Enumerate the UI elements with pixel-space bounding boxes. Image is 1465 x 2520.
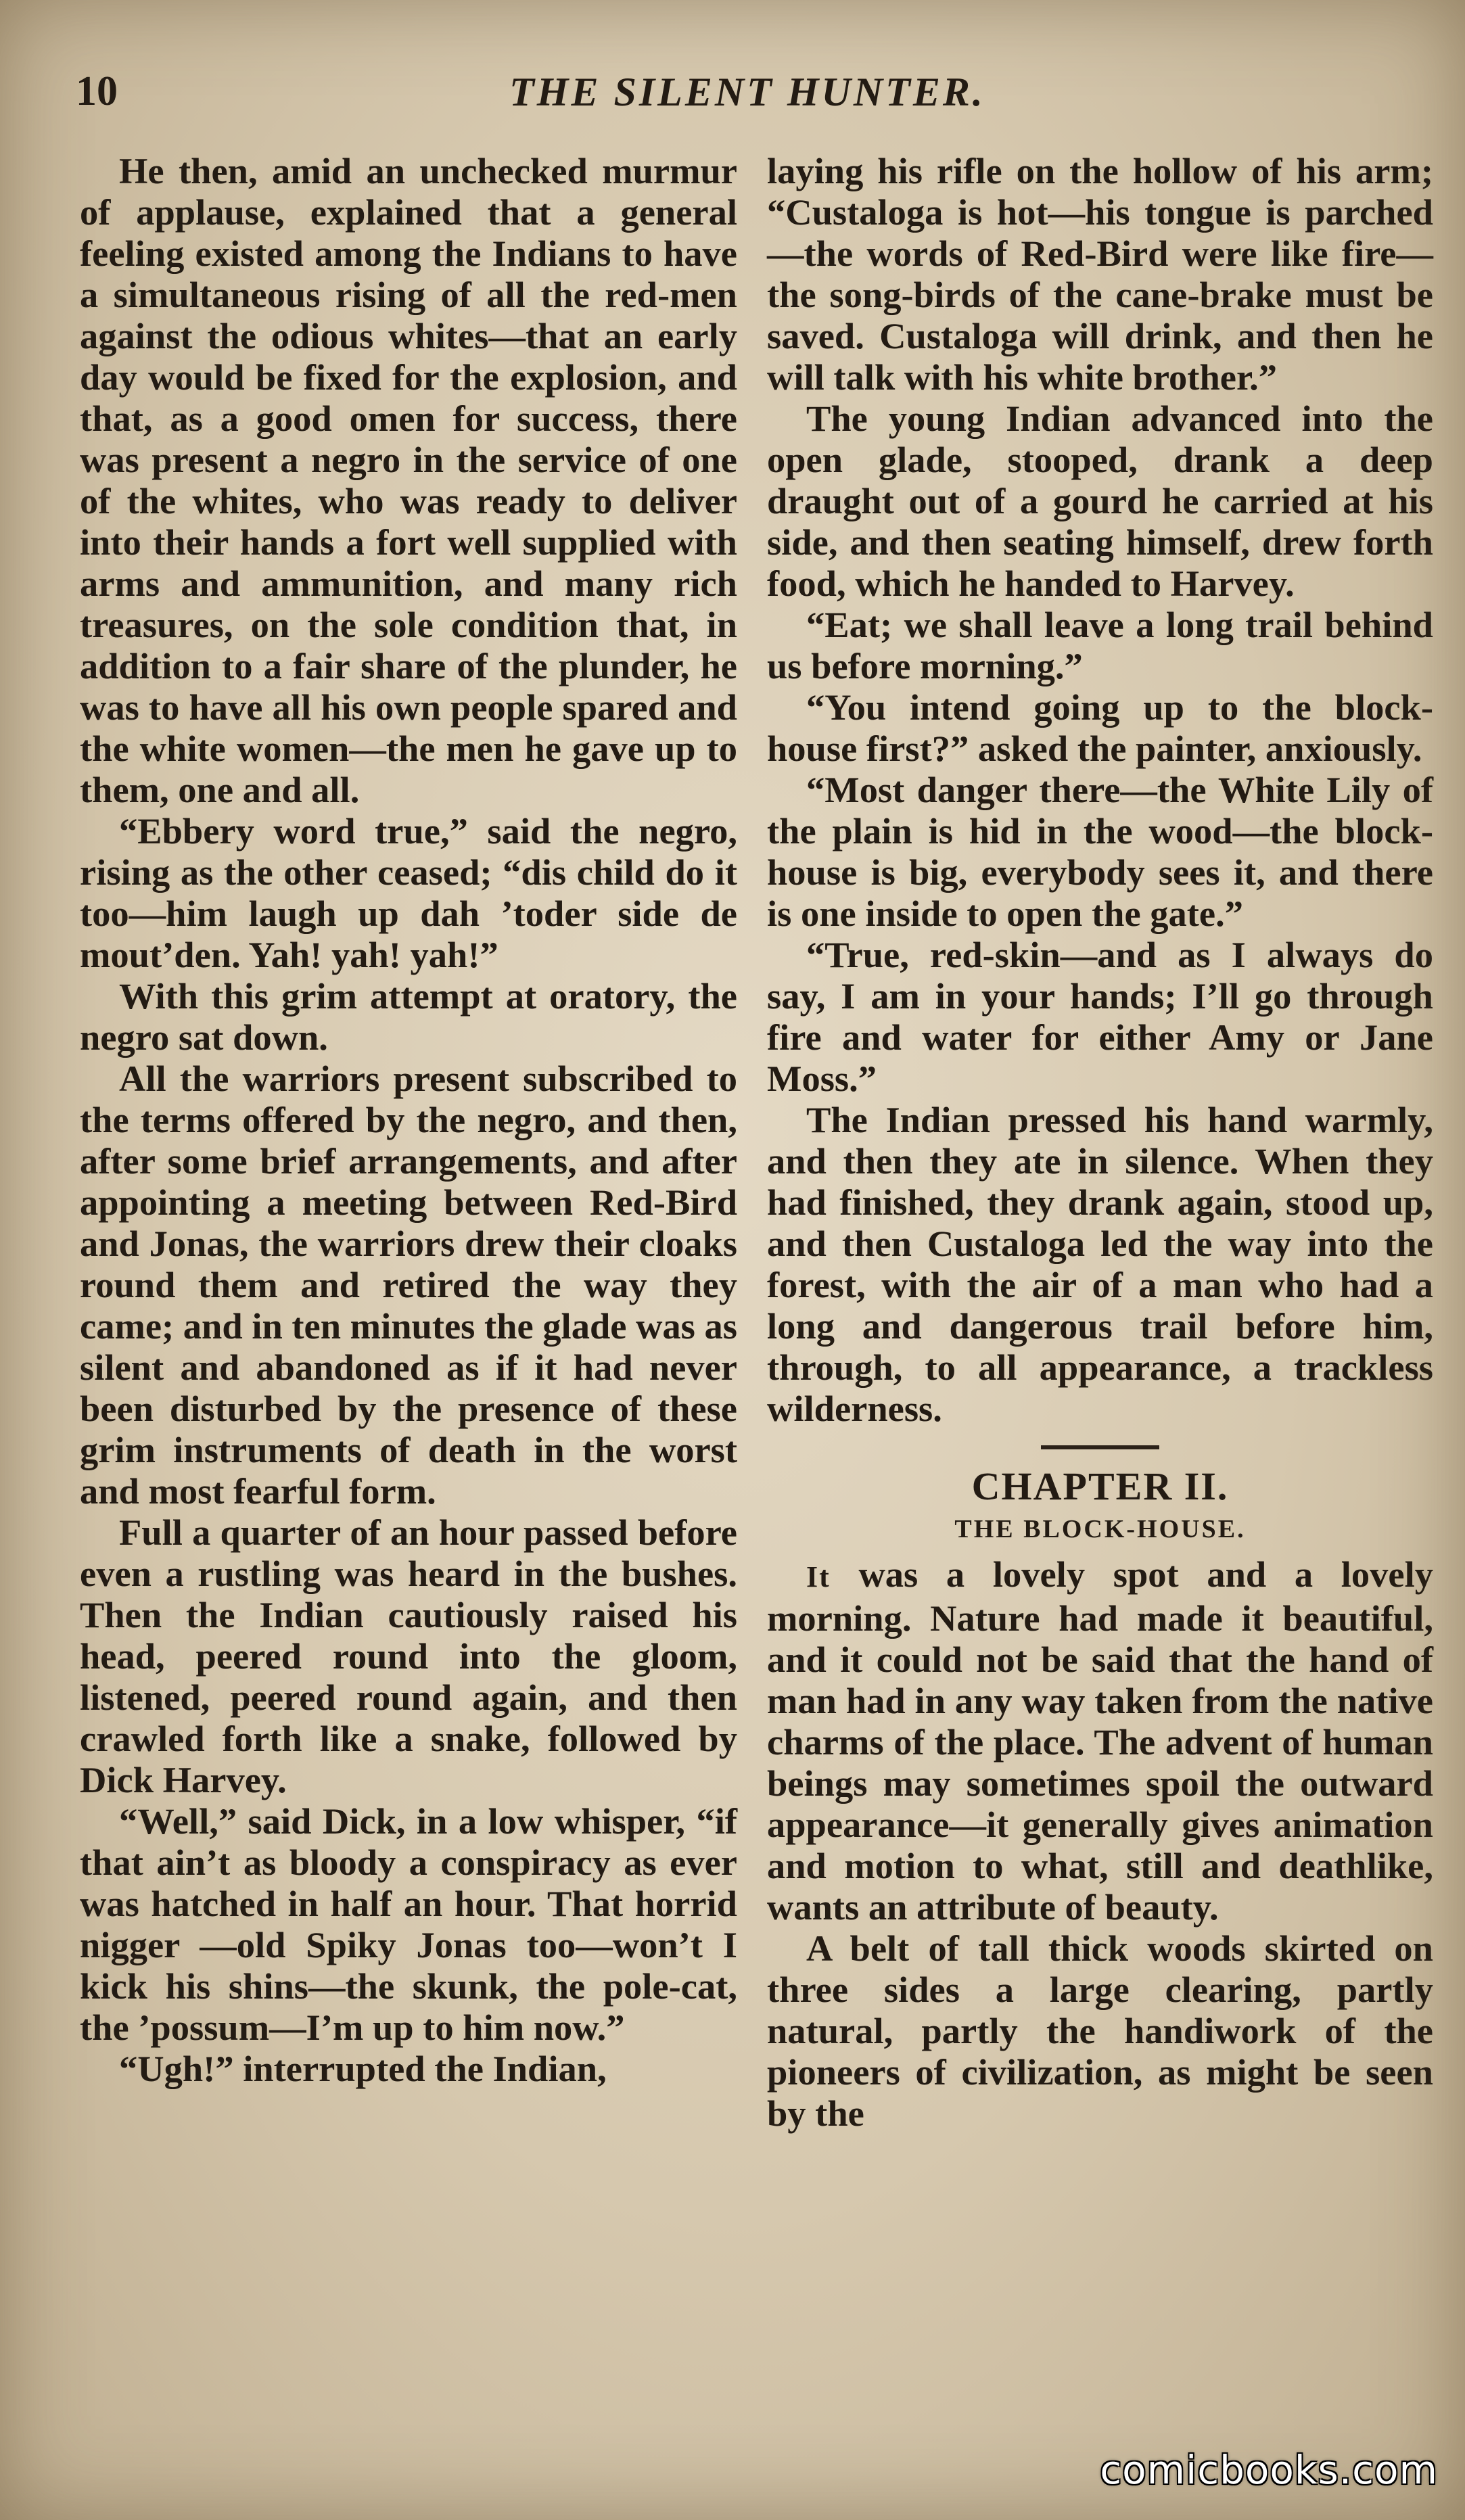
- page-number: 10: [76, 68, 118, 114]
- paragraph: “Most danger there—the White Lily of the plain is hid in the wood—the block-house is big, everybody sees it, and there is one inside to open the gate.”: [767, 769, 1433, 934]
- paragraph: “Ebbery word true,” said the negro, rising as the other ceased; “dis child do it too—him laugh up dah ’toder side de mout’den. Yah! yah! yah!”: [80, 810, 737, 975]
- chapter-subtitle: THE BLOCK-HOUSE.: [954, 1515, 1246, 1543]
- watermark: comicbooks.com: [1100, 2447, 1438, 2493]
- paragraph: He then, amid an unchecked murmur of applause, explained that a general feeling existed among the Indians to have a simultaneous rising of all the red-men against the odious whites—that an early day would be fixed for the explosion, and that, as a good omen for success, there was present a negro in the service of one of the whites, who was ready to deliver into their hands a fort well supplied with arms and ammunition, and many rich treasures, on the sole condition that, in addition to a fair share of the plunder, he was to have all his own people spared and the white women—the men he gave up to them, one and all.: [80, 150, 737, 810]
- page-header: [68, 68, 1427, 129]
- paragraph: “True, red-skin—and as I always do say, I am in your hands; I’ll go through fire and water for either Amy or Jane Moss.”: [767, 934, 1433, 1099]
- chapter-heading: CHAPTER II.: [971, 1464, 1229, 1508]
- paragraph: “You intend going up to the block-house first?” asked the painter, anxiously.: [767, 686, 1433, 769]
- paragraph: “Well,” said Dick, in a low whisper, “if that ain’t as bloody a conspiracy as ever was hatched in half an hour. That horrid nigger —old Spiky Jonas too—won’t I kick his shins—the skunk, the pole-cat, the ’possum—I’m up to him now.”: [80, 1800, 737, 2048]
- paragraph: “Ugh!” interrupted the Indian,: [119, 2048, 607, 2089]
- opening-text: was a lovely spot and a lovely morning. Nature had made it beautiful, and it could not be said that the hand of man had in any way taken from the native charms of the place. The advent of human beings may sometimes spoil the outward appearance—it generally gives animation and motion to what, still and deathlike, wants an attribute of beauty.: [767, 1554, 1433, 1928]
- paragraph: With this grim attempt at oratory, the negro sat down.: [80, 975, 737, 1058]
- right-column: [767, 150, 1433, 2134]
- paragraph: laying his rifle on the hollow of his arm; “Custaloga is hot—his tongue is parched—the words of Red-Bird were like fire—the song-birds of the cane-brake must be saved. Custaloga will drink, and then he will talk with his white brother.”: [767, 150, 1433, 398]
- paragraph: Full a quarter of an hour passed before even a rustling was heard in the bushes. Then the Indian cautiously raised his head, peered round into the gloom, listened, peered round again, and then crawled forth like a snake, followed by Dick Harvey.: [80, 1512, 737, 1800]
- left-column: [80, 150, 737, 2089]
- paragraph: All the warriors present subscribed to the terms offered by the negro, and then, after some brief arrangements, and after appointing a meeting between Red-Bird and Jonas, the warriors drew their cloaks round them and retired the way they came; and in ten minutes the glade was as silent and abandoned as if it had never been disturbed by the presence of these grim instruments of death in the worst and most fearful form.: [80, 1058, 737, 1512]
- chapter-opening-paragraph: [767, 1554, 1433, 1928]
- opening-word: It: [806, 1560, 831, 1593]
- paragraph: “Eat; we shall leave a long trail behind us before morning.”: [767, 604, 1433, 686]
- running-title: THE SILENT HUNTER.: [509, 70, 985, 114]
- paragraph: A belt of tall thick woods skirted on three sides a large clearing, partly natural, partly the handiwork of the pioneers of civilization, as might be seen by the: [767, 1928, 1433, 2134]
- section-divider: [1041, 1445, 1159, 1449]
- paragraph: The Indian pressed his hand warmly, and then they ate in silence. When they had finished, they drank again, stood up, and then Custaloga led the way into the forest, with the air of a man who had a long and dangerous trail before him, through, to all appearance, a trackless wilderness.: [767, 1099, 1433, 1429]
- paragraph: The young Indian advanced into the open glade, stooped, drank a deep draught out of a gourd he carried at his side, and then seating himself, drew forth food, which he handed to Harvey.: [767, 398, 1433, 604]
